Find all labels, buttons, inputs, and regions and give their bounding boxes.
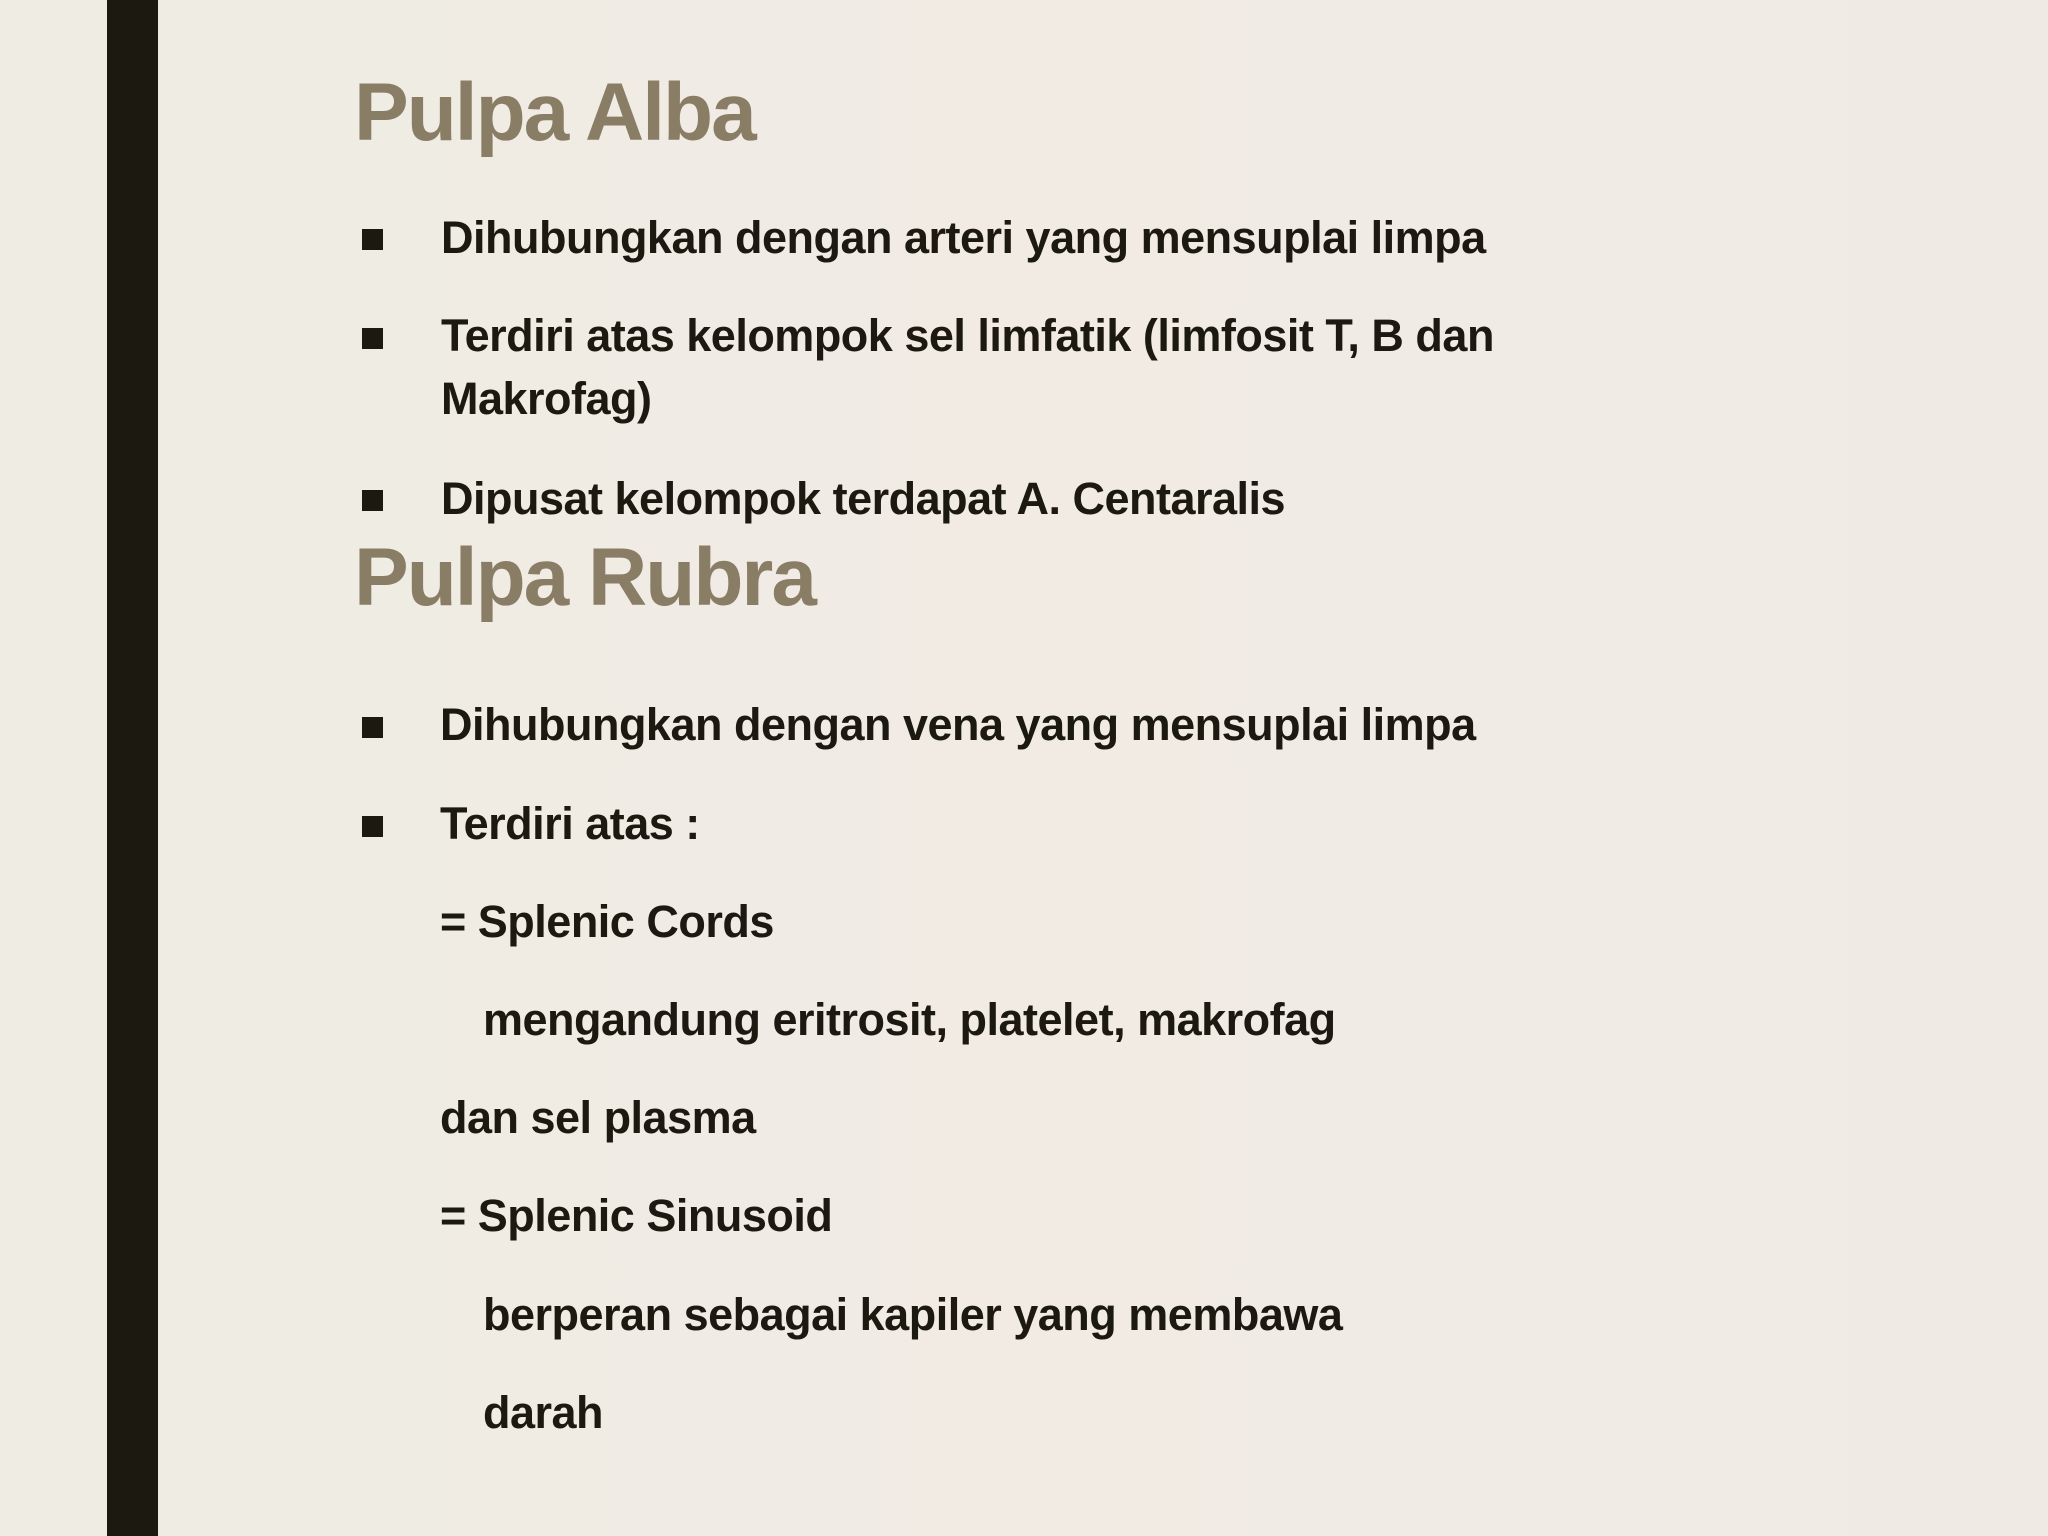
sub-line: = Splenic Cords — [440, 896, 774, 947]
bullet-text: Dihubungkan dengan arteri yang mensuplai limpa — [441, 212, 1486, 263]
sub-line: dan sel plasma — [440, 1092, 756, 1143]
sub-line: mengandung eritrosit, platelet, makrofag — [483, 994, 1336, 1045]
bullet-text-continuation: Makrofag) — [441, 373, 652, 424]
bullet-text: Terdiri atas : — [440, 798, 700, 849]
bullet-text: Dipusat kelompok terdapat A. Centaralis — [441, 473, 1286, 524]
section-title-pulpa-rubra: Pulpa Rubra — [354, 532, 815, 623]
bullet-square-icon — [362, 490, 383, 511]
bullet-text: Dihubungkan dengan vena yang mensuplai limpa — [440, 699, 1476, 750]
bullet-square-icon — [362, 816, 383, 837]
bullet-square-icon — [362, 328, 383, 349]
bullet-text: Terdiri atas kelompok sel limfatik (limfosit T, B dan — [441, 310, 1494, 361]
bullet-square-icon — [362, 717, 383, 738]
accent-bar — [107, 0, 158, 1536]
sub-line: = Splenic Sinusoid — [440, 1190, 833, 1241]
section-title-pulpa-alba: Pulpa Alba — [354, 67, 755, 158]
sub-line: darah — [483, 1387, 604, 1438]
sub-line: berperan sebagai kapiler yang membawa — [483, 1289, 1343, 1340]
bullet-square-icon — [362, 229, 383, 250]
